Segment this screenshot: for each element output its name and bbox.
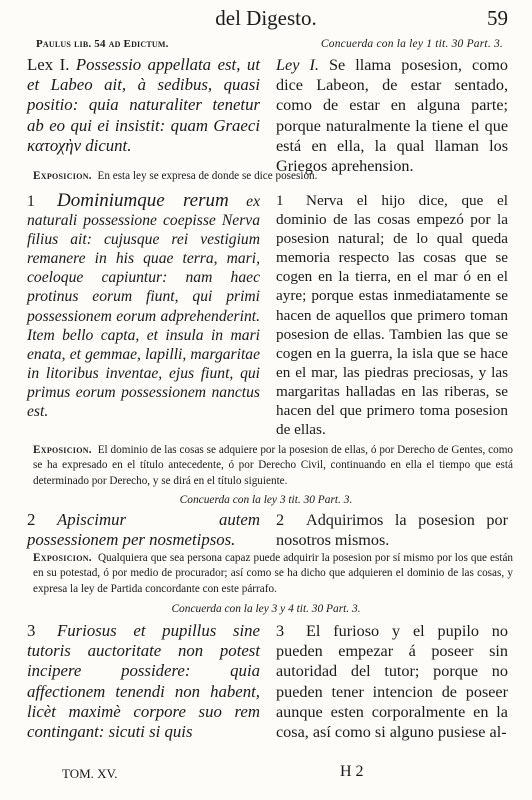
- section2-latin: [27, 191, 260, 421]
- exposition-label: Exposicion.: [33, 552, 92, 564]
- spanish-text: Adquirimos la posesion por nosotros mismos.: [276, 511, 508, 550]
- exposition-label: Exposicion.: [33, 444, 92, 456]
- section1-spanish: [276, 55, 508, 176]
- exposition-text: Qualquiera que sea persona capaz puede adquirir la posesion por sí mismo por los que están en su potestad, ó por medio de procurador; así como se ha dicho que adquieren el dominio de las cosas, y expresa la ley de Partida concordante con este párrafo.: [33, 552, 514, 595]
- section1-latin: [27, 55, 260, 156]
- paragraph-number: 3: [27, 621, 36, 640]
- exposition-2: [33, 443, 513, 489]
- latin-text: ex naturali possessione coepisse Nerva filius ait: cujusque rei vestigium remanere in his quae terra, mari, coeloque capiuntur: nam haec protinus eorum fiunt, qui primi possessionem eorum adprehenderint. Item bello capta, et insula in mari enata, et gemmae, lapilli, margaritae in litoribus inventae, ejus fiunt, qui primus eorum possessionem nanctus est.: [27, 193, 260, 421]
- concordance-2: Concuerda con la ley 3 tit. 30 Part. 3.: [179, 494, 353, 506]
- exposition-text: En esta ley se expresa de donde se dice posesion.: [97, 170, 318, 182]
- lex-label: Lex I.: [27, 55, 70, 74]
- page-title: del Digesto.: [215, 6, 317, 30]
- latin-text: Apiscimur autem possessionem per nosmetipsos.: [27, 510, 260, 550]
- page-number: 59: [487, 6, 508, 30]
- source-citation-left-text: Paulus lib. 54 ad Edictum.: [36, 38, 169, 50]
- paragraph-number: 3: [276, 622, 285, 640]
- paragraph-number: 1: [27, 193, 35, 210]
- exposition-1: [33, 169, 513, 184]
- source-citation-right: Concuerda con la ley 1 tit. 30 Part. 3.: [320, 38, 503, 50]
- section4-spanish: [276, 621, 508, 742]
- signature-mark: H 2: [340, 763, 364, 780]
- section3-latin: [27, 510, 260, 550]
- spanish-text: El furioso y el pupilo no pueden empezar á poseer sin autoridad del tutor; porque no pueden tener intencion de poseer aunque esten corporalmente en la cosa, así como si alguno pusiese al-: [276, 622, 508, 742]
- exposition-text: El dominio de las cosas se adquiere por la posesion de ellas, ó por Derecho de Gentes, como se ha expresado en el título antecedente, ó por Derecho Civil, continuando en ella el tiempo que está determinado por Derecho, y se dirá en el título siguiente.: [33, 444, 514, 487]
- paragraph-number: 2: [276, 511, 285, 529]
- latin-text: Furiosus et pupillus sine tutoris auctoritate non potest incipere possidere: quia affectionem tenendi non habent, licèt maximè corpore suo rem contingant: sicuti si quis: [27, 621, 260, 742]
- spanish-text: Se llama posesion, como dice Labeon, de estar sentado, como de estar en alguna parte; porque naturalmente la tiene el que está en ella, la qual llaman los Griegos aprehension.: [276, 56, 509, 176]
- latin-text: Possessio appellata est, ut et Labeo ait, à sedibus, quasi positio: quia naturaliter tenetur ab eo qui ei insistit: quam Graeci κατοχὴν dicunt.: [27, 55, 260, 155]
- latin-lead: Dominiumque rerum: [57, 190, 229, 211]
- paragraph-number: 2: [27, 510, 36, 529]
- section3-spanish: [276, 510, 508, 550]
- concordance-3: Concuerda con la ley 3 y 4 tit. 30 Part. 3.: [171, 603, 361, 615]
- spanish-text: Nerva el hijo dice, que el dominio de las cosas empezó por la posesion natural; de lo qual queda memoria respecto las cosas que se cogen en la tierra, en el mar ó en el ayre; porque estas inmediatamente se hacen de aquellos que primero toman posesion de ellas. Tambien las que se cogen en la guerra, la isla que se hace en el mar, las piedras preciosas, y las margaritas halladas en las riberas, se hacen del que primero toma posesion de ellas.: [276, 192, 508, 439]
- exposition-label: Exposicion.: [33, 170, 92, 182]
- section4-latin: [27, 621, 260, 742]
- paragraph-number: 1: [276, 192, 284, 209]
- section2-spanish: [276, 191, 508, 439]
- volume-label: TOM. XV.: [62, 766, 118, 781]
- ley-label: Ley I.: [276, 56, 319, 74]
- source-citation-left: [36, 38, 169, 50]
- exposition-3: [33, 551, 513, 597]
